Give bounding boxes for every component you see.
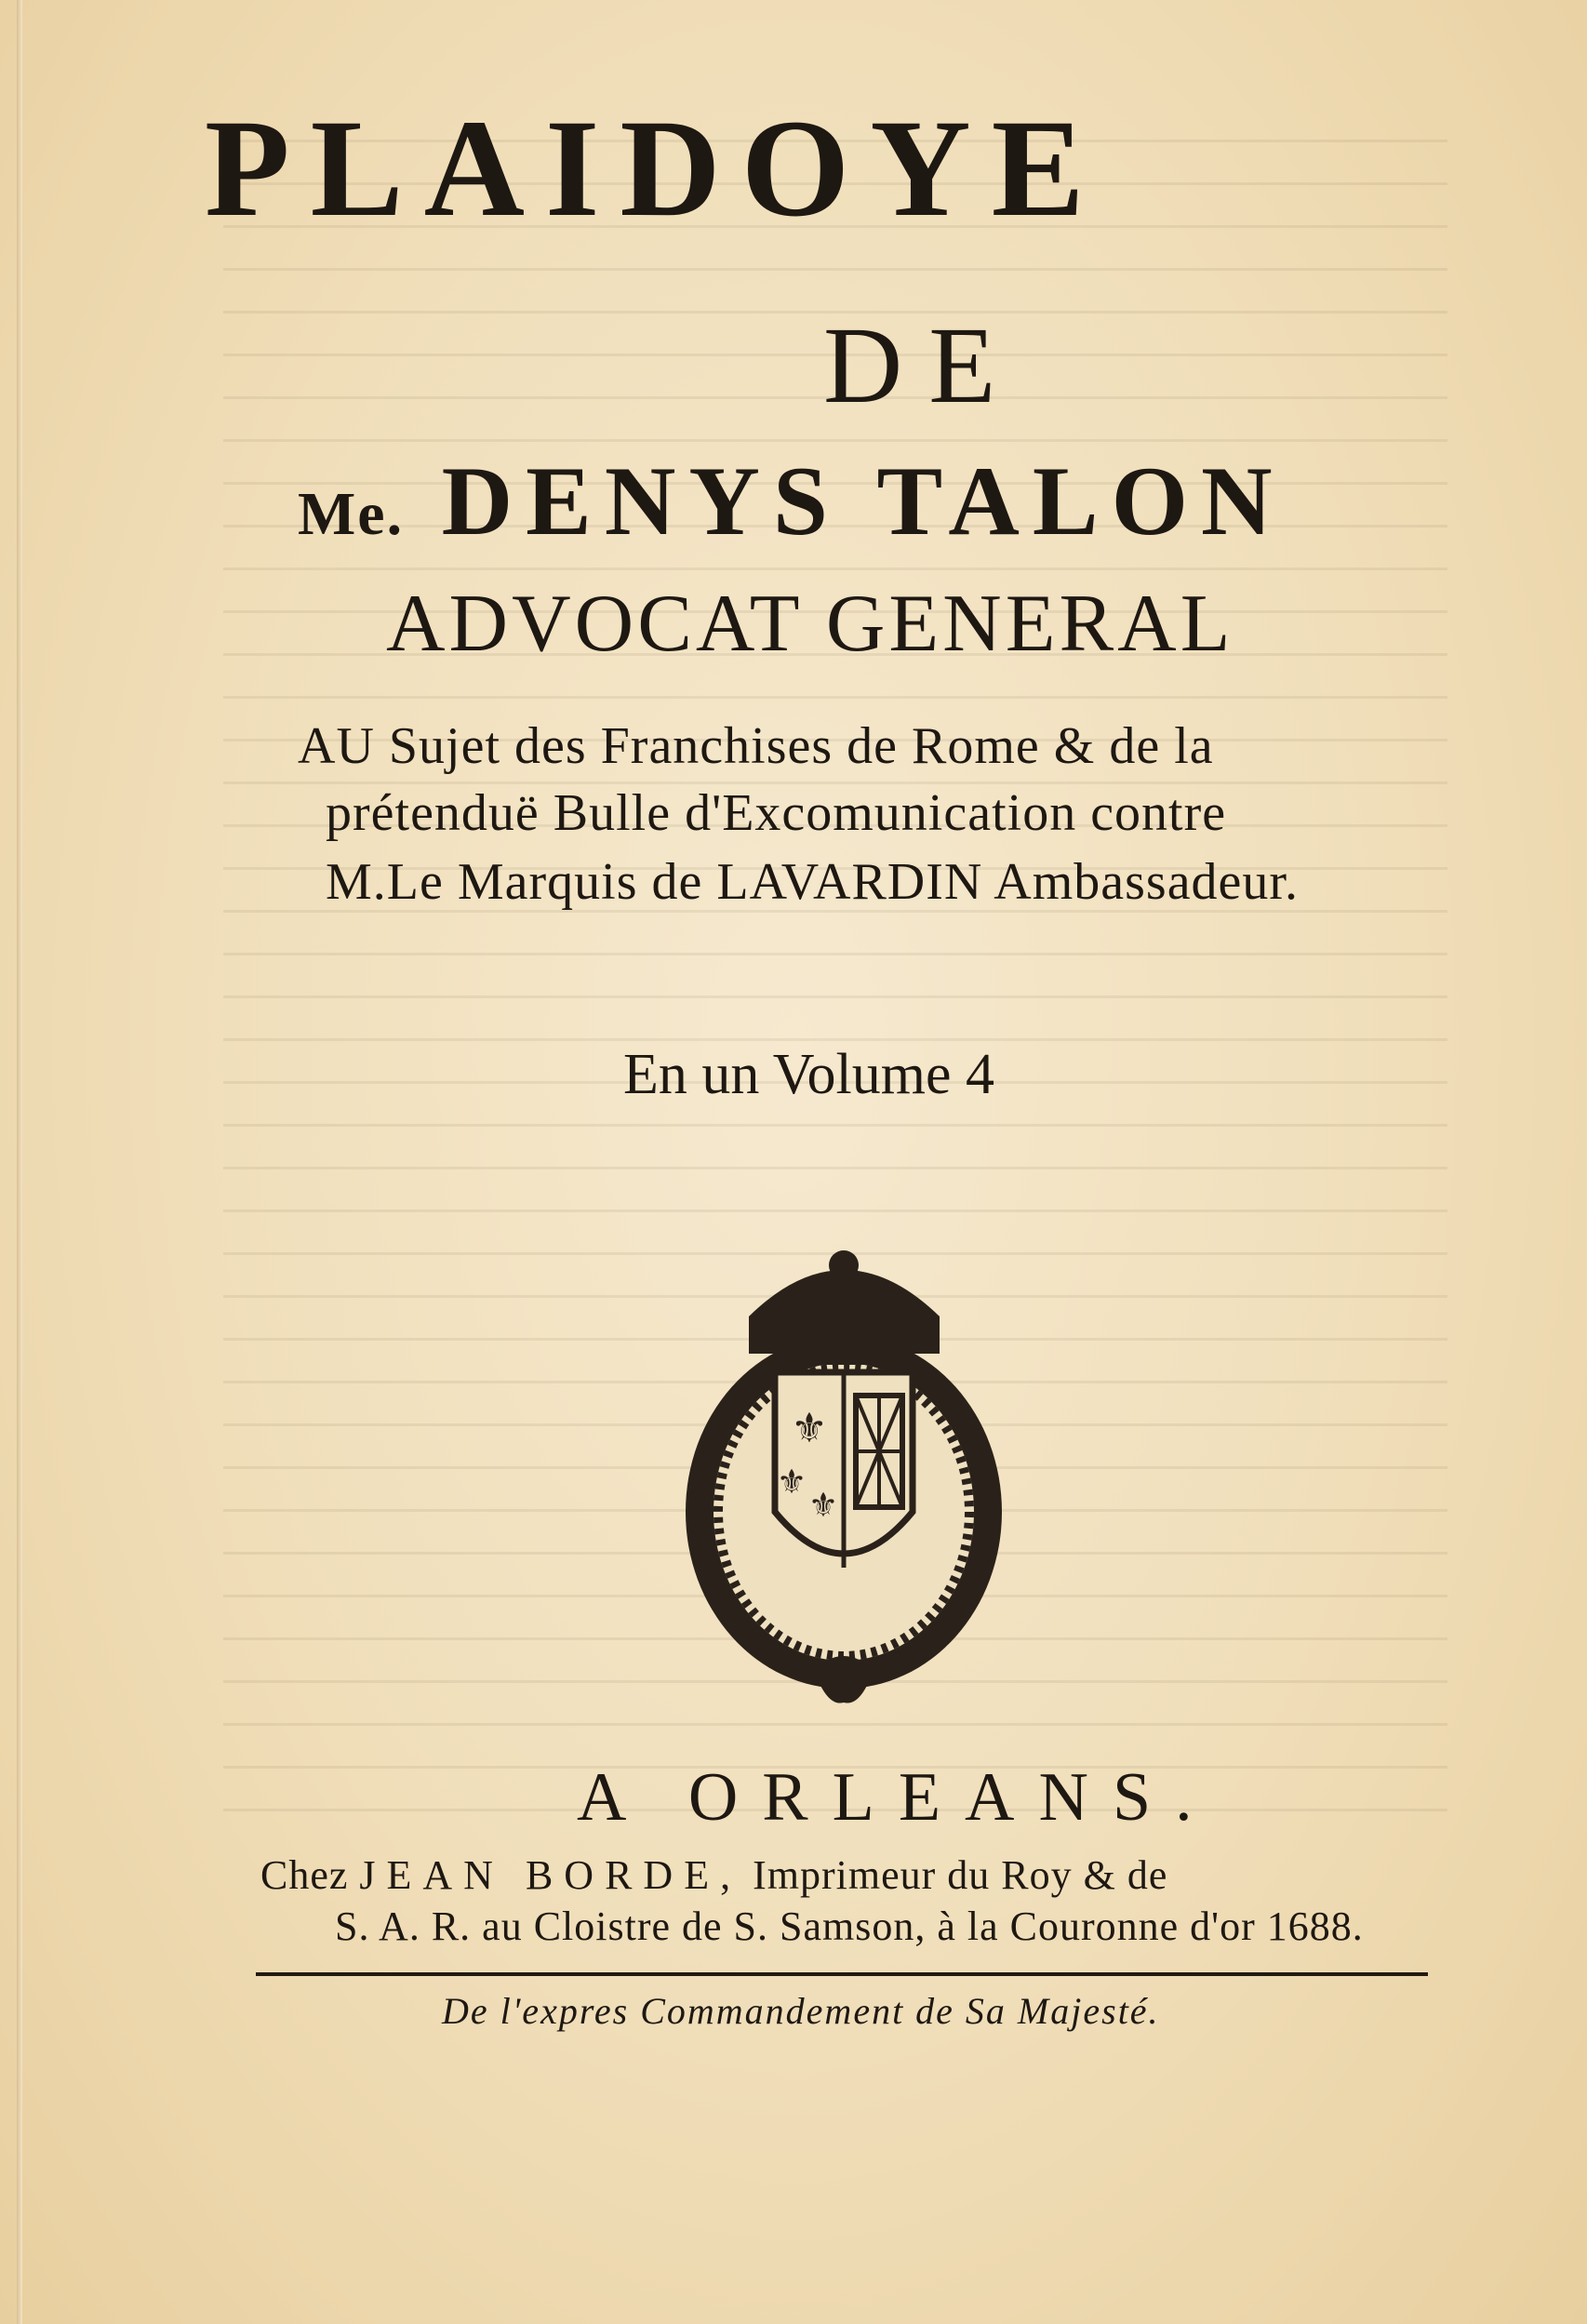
royal-privilege-motto: De l'expres Commandement de Sa Majesté. — [442, 1990, 1160, 2032]
svg-text:⚜: ⚜ — [776, 1463, 807, 1502]
publisher-suffix: Imprimeur du Roy & de — [753, 1852, 1168, 1898]
title-line-plaidoye: PLAIDOYE — [205, 91, 1105, 246]
volume-note: En un Volume 4 — [623, 1043, 995, 1106]
publisher-prefix: Chez — [260, 1852, 349, 1898]
title-line-office: ADVOCAT GENERAL — [386, 579, 1234, 669]
royal-coat-of-arms-emblem — [674, 1233, 1014, 1716]
imprint-city: A ORLEANS. — [577, 1759, 1217, 1836]
title-line-author — [0, 445, 1587, 558]
svg-text:⚜: ⚜ — [791, 1405, 828, 1452]
imprint-publisher-line-1 — [0, 1851, 1587, 1899]
author-prefix: Me. — [298, 480, 405, 548]
svg-text:⚜: ⚜ — [807, 1487, 839, 1525]
imprint-publisher-line-2: S. A. R. au Cloistre de S. Samson, à la Couronne d'or 1688. — [335, 1903, 1364, 1949]
subtitle-line-2: prétenduë Bulle d'Excomunication contre — [326, 784, 1227, 842]
author-name: DENYS TALON — [441, 447, 1286, 555]
subtitle-line-3: M.Le Marquis de LAVARDIN Ambassadeur. — [326, 853, 1299, 911]
publisher-name: JEAN BORDE, — [359, 1852, 742, 1898]
title-line-de: DE — [823, 304, 1022, 426]
subtitle-line-1: AU Sujet des Franchises de Rome & de la — [298, 717, 1214, 775]
horizontal-rule — [256, 1972, 1428, 1976]
